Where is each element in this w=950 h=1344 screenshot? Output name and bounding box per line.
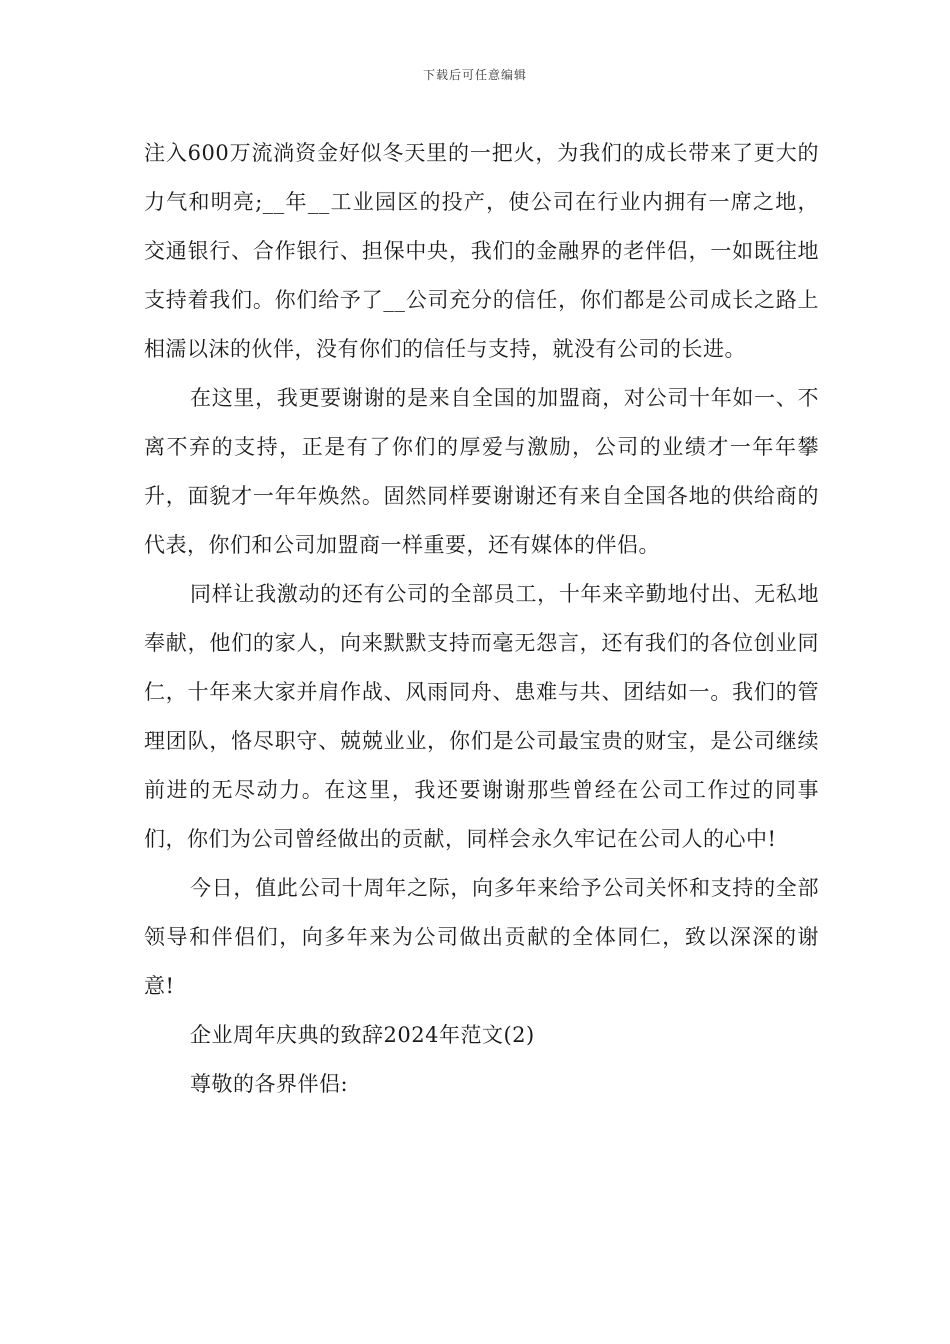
paragraph-thanks-employees: 同样让我激动的还有公司的全部员工，十年来辛勤地付出、无私地奉献，他们的家人，向来默默支持而毫无怨言，还有我们的各位创业同仁，十年来大家并肩作战、风雨同舟、患难与共、团结如一。我们的管理团队，恪尽职守、兢兢业业，你们是公司最宝贵的财宝，是公司继续前进的无尽动力。在这里，我还要谢谢那些曾经在公司工作过的同事们，你们为公司曾经做出的贡献，同样会永久牢记在公司人的心中! (144, 582, 819, 851)
document-body (144, 129, 819, 1109)
paragraph-gratitude: 今日，值此公司十周年之际，向多年来给予公司关怀和支持的全部领导和伴侣们，向多年来为公司做出贡献的全体同仁，致以深深的谢意! (144, 876, 819, 998)
paragraph-thanks-franchisees: 在这里，我更要谢谢的是来自全国的加盟商，对公司十年如一、不离不弃的支持，正是有了你们的厚爱与激励，公司的业绩才一年年攀升，面貌才一年年焕然。固然同样要谢谢还有来自全国各地的供给商的代表，你们和公司加盟商一样重要，还有媒体的伴侣。 (144, 386, 819, 557)
page-header-note: 下载后可任意编辑 (422, 68, 527, 82)
section-title: 企业周年庆典的致辞2024年范文(2) (190, 1023, 535, 1047)
paragraph-continuation: 注入600万流淌资金好似冬天里的一把火，为我们的成长带来了更大的力气和明亮;__年__工业园区的投产，使公司在行业内拥有一席之地，交通银行、合作银行、担保中央，我们的金融界的老伴侣，一如既往地支持着我们。你们给予了__公司充分的信任，你们都是公司成长之路上相濡以沫的伙伴，没有你们的信任与支持，就没有公司的长进。 (144, 141, 819, 361)
salutation: 尊敬的各界伴侣: (190, 1072, 349, 1096)
